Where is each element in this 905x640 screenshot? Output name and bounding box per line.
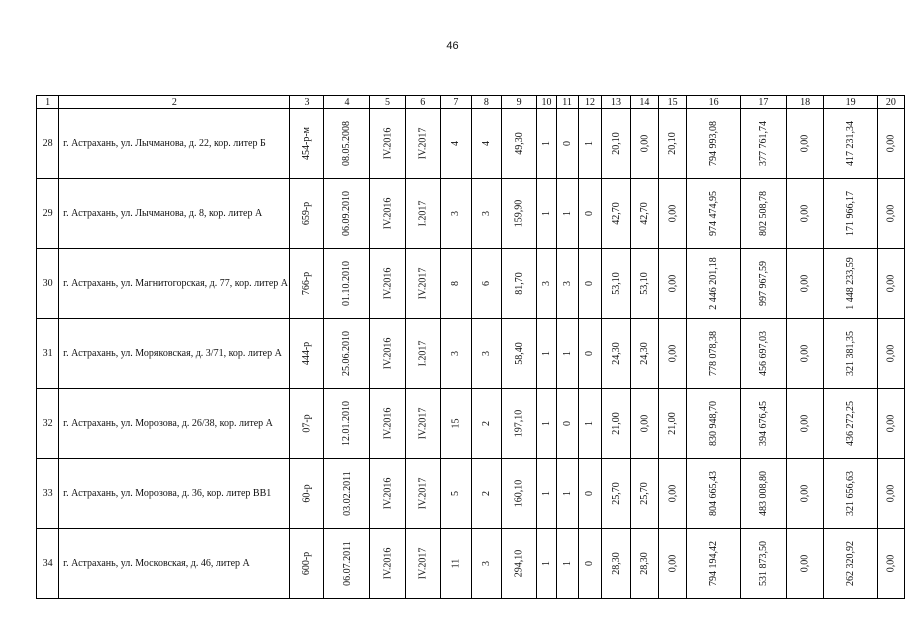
cell-text: 28,30 bbox=[638, 552, 650, 575]
table-cell bbox=[578, 459, 602, 529]
table-cell bbox=[440, 389, 471, 459]
column-header: 14 bbox=[630, 96, 658, 109]
table-cell bbox=[537, 459, 556, 529]
cell-text: 21,00 bbox=[610, 412, 622, 435]
cell-text: 42,70 bbox=[638, 202, 650, 225]
cell-text: 21,00 bbox=[667, 412, 679, 435]
table-cell bbox=[405, 389, 440, 459]
table-cell bbox=[471, 249, 501, 319]
table-cell bbox=[824, 249, 878, 319]
column-header: 1 bbox=[37, 96, 59, 109]
table-cell bbox=[602, 179, 630, 249]
cell-text: 0,00 bbox=[799, 344, 811, 363]
table-cell bbox=[740, 249, 786, 319]
cell-text: 454-р-м bbox=[301, 127, 313, 160]
table-cell bbox=[877, 109, 904, 179]
cell-text: 08.05.2008 bbox=[341, 121, 353, 166]
cell-text: 0 bbox=[561, 141, 573, 146]
table-cell bbox=[824, 459, 878, 529]
cell-text: 06.07.2011 bbox=[341, 541, 353, 586]
table-cell bbox=[324, 179, 370, 249]
table-cell: г. Астрахань, ул. Лычманова, д. 8, кор. литер А bbox=[59, 179, 290, 249]
cell-text: 01.10.2010 bbox=[341, 261, 353, 306]
table-cell bbox=[537, 319, 556, 389]
cell-text: 3 bbox=[480, 561, 492, 566]
cell-text: 2 bbox=[480, 491, 492, 496]
cell-text: 0,00 bbox=[799, 274, 811, 293]
column-header: 20 bbox=[877, 96, 904, 109]
cell-text: 25,70 bbox=[610, 482, 622, 505]
table-cell: 34 bbox=[37, 529, 59, 599]
table-cell bbox=[370, 389, 405, 459]
table-cell bbox=[740, 459, 786, 529]
cell-text: IV.2017 bbox=[417, 407, 429, 440]
cell-text: 830 948,70 bbox=[708, 401, 720, 446]
cell-text: 1 bbox=[561, 561, 573, 566]
cell-text: I.2017 bbox=[417, 340, 429, 367]
table-cell bbox=[324, 389, 370, 459]
column-header: 5 bbox=[370, 96, 405, 109]
table-cell bbox=[440, 109, 471, 179]
table-cell bbox=[556, 109, 578, 179]
cell-text: IV.2016 bbox=[382, 337, 394, 370]
table-cell bbox=[405, 179, 440, 249]
cell-text: 444-р bbox=[301, 341, 313, 366]
cell-text: 1 bbox=[540, 351, 552, 356]
table-cell: 28 bbox=[37, 109, 59, 179]
table-cell bbox=[556, 179, 578, 249]
cell-text: 1 bbox=[561, 211, 573, 216]
cell-text: 3 bbox=[540, 281, 552, 286]
cell-text: 1 448 233,59 bbox=[845, 257, 857, 310]
table-cell bbox=[658, 179, 686, 249]
cell-text: IV.2017 bbox=[417, 267, 429, 300]
cell-text: 0,00 bbox=[799, 204, 811, 223]
table-cell bbox=[658, 249, 686, 319]
cell-text: 0 bbox=[584, 491, 596, 496]
table-cell bbox=[370, 319, 405, 389]
cell-text: 4 bbox=[450, 141, 462, 146]
cell-text: 28,30 bbox=[610, 552, 622, 575]
cell-text: 60-р bbox=[301, 484, 313, 503]
cell-text: 794 993,08 bbox=[708, 121, 720, 166]
table-row bbox=[37, 529, 905, 599]
cell-text: 3 bbox=[561, 281, 573, 286]
table-cell bbox=[290, 529, 324, 599]
table-cell bbox=[658, 459, 686, 529]
table-cell bbox=[786, 459, 824, 529]
table-cell bbox=[578, 389, 602, 459]
table-cell bbox=[630, 249, 658, 319]
cell-text: IV.2016 bbox=[382, 267, 394, 300]
table-cell bbox=[405, 249, 440, 319]
table-cell bbox=[324, 109, 370, 179]
cell-text: IV.2016 bbox=[382, 407, 394, 440]
cell-text: 0 bbox=[584, 351, 596, 356]
cell-text: 1 bbox=[561, 351, 573, 356]
cell-text: 804 665,43 bbox=[708, 471, 720, 516]
table-cell bbox=[687, 529, 741, 599]
cell-text: IV.2017 bbox=[417, 547, 429, 580]
table-cell: 29 bbox=[37, 179, 59, 249]
cell-text: 1 bbox=[540, 491, 552, 496]
table-cell bbox=[537, 109, 556, 179]
table-cell: г. Астрахань, ул. Московская, д. 46, литер А bbox=[59, 529, 290, 599]
cell-text: 997 967,59 bbox=[757, 261, 769, 306]
table-cell bbox=[578, 249, 602, 319]
cell-text: 0,00 bbox=[799, 134, 811, 153]
table-cell bbox=[324, 319, 370, 389]
column-header: 19 bbox=[824, 96, 878, 109]
table-cell bbox=[786, 109, 824, 179]
cell-text: 436 272,25 bbox=[845, 401, 857, 446]
cell-text: 5 bbox=[450, 491, 462, 496]
table-cell bbox=[877, 179, 904, 249]
table-cell bbox=[687, 459, 741, 529]
cell-text: 0,00 bbox=[885, 134, 897, 153]
table-cell bbox=[501, 389, 537, 459]
table-cell bbox=[630, 389, 658, 459]
table-cell bbox=[370, 529, 405, 599]
cell-text: 3 bbox=[480, 211, 492, 216]
table-cell bbox=[556, 249, 578, 319]
table-cell bbox=[578, 319, 602, 389]
table-cell bbox=[471, 529, 501, 599]
table-cell bbox=[501, 459, 537, 529]
table-cell bbox=[370, 459, 405, 529]
table-cell bbox=[740, 179, 786, 249]
table-cell bbox=[877, 249, 904, 319]
table-cell bbox=[630, 459, 658, 529]
cell-text: 0,00 bbox=[667, 484, 679, 503]
table-cell bbox=[740, 319, 786, 389]
cell-text: 0,00 bbox=[885, 204, 897, 223]
table-cell bbox=[786, 389, 824, 459]
column-header: 8 bbox=[471, 96, 501, 109]
cell-text: 321 656,63 bbox=[845, 471, 857, 516]
table-cell bbox=[578, 529, 602, 599]
table-cell bbox=[877, 459, 904, 529]
table-cell bbox=[630, 179, 658, 249]
cell-text: 171 966,17 bbox=[845, 191, 857, 236]
cell-text: 25,70 bbox=[638, 482, 650, 505]
cell-text: 58,40 bbox=[513, 342, 525, 365]
cell-text: 778 078,38 bbox=[708, 331, 720, 376]
cell-text: I.2017 bbox=[417, 200, 429, 227]
column-header: 9 bbox=[501, 96, 537, 109]
table-cell bbox=[658, 319, 686, 389]
table-cell bbox=[824, 529, 878, 599]
cell-text: 53,10 bbox=[610, 272, 622, 295]
cell-text: 42,70 bbox=[610, 202, 622, 225]
cell-text: 3 bbox=[480, 351, 492, 356]
cell-text: IV.2017 bbox=[417, 127, 429, 160]
cell-text: 0,00 bbox=[885, 484, 897, 503]
table-cell bbox=[405, 109, 440, 179]
cell-text: 0 bbox=[561, 421, 573, 426]
table-cell bbox=[556, 319, 578, 389]
table-cell bbox=[556, 529, 578, 599]
table-row bbox=[37, 109, 905, 179]
column-header: 18 bbox=[786, 96, 824, 109]
cell-text: 3 bbox=[450, 211, 462, 216]
cell-text: 0,00 bbox=[799, 554, 811, 573]
table-cell bbox=[602, 529, 630, 599]
cell-text: 49,30 bbox=[513, 132, 525, 155]
cell-text: 262 320,92 bbox=[845, 541, 857, 586]
table-cell bbox=[471, 179, 501, 249]
table-cell bbox=[824, 109, 878, 179]
cell-text: IV.2016 bbox=[382, 477, 394, 510]
column-header: 3 bbox=[290, 96, 324, 109]
table-row bbox=[37, 459, 905, 529]
cell-text: 2 446 201,18 bbox=[708, 257, 720, 310]
table-cell: 32 bbox=[37, 389, 59, 459]
cell-text: 1 bbox=[540, 211, 552, 216]
cell-text: 1 bbox=[584, 141, 596, 146]
table-cell bbox=[658, 109, 686, 179]
table-cell bbox=[537, 249, 556, 319]
cell-text: 0,00 bbox=[667, 344, 679, 363]
table-cell bbox=[658, 529, 686, 599]
table-cell bbox=[370, 109, 405, 179]
table-cell bbox=[440, 529, 471, 599]
table-cell: г. Астрахань, ул. Магнитогорская, д. 77, кор. литер А bbox=[59, 249, 290, 319]
cell-text: 321 381,35 bbox=[845, 331, 857, 376]
cell-text: 20,10 bbox=[667, 132, 679, 155]
table-cell bbox=[877, 529, 904, 599]
cell-text: 8 bbox=[450, 281, 462, 286]
housing-table bbox=[36, 95, 905, 599]
cell-text: 1 bbox=[540, 141, 552, 146]
cell-text: 1 bbox=[540, 561, 552, 566]
table-cell bbox=[370, 249, 405, 319]
cell-text: 766-р bbox=[301, 271, 313, 296]
table-cell bbox=[824, 389, 878, 459]
cell-text: 294,10 bbox=[513, 549, 525, 578]
cell-text: 159,90 bbox=[513, 199, 525, 228]
cell-text: 53,10 bbox=[638, 272, 650, 295]
cell-text: 0 bbox=[584, 561, 596, 566]
table-cell bbox=[630, 109, 658, 179]
table-cell bbox=[786, 179, 824, 249]
cell-text: 974 474,95 bbox=[708, 191, 720, 236]
table-cell bbox=[824, 179, 878, 249]
table-cell bbox=[405, 459, 440, 529]
column-header: 17 bbox=[740, 96, 786, 109]
table-cell bbox=[578, 179, 602, 249]
cell-text: 2 bbox=[480, 421, 492, 426]
cell-text: 0,00 bbox=[885, 414, 897, 433]
cell-text: 0,00 bbox=[885, 344, 897, 363]
table-row bbox=[37, 319, 905, 389]
cell-text: 0,00 bbox=[885, 274, 897, 293]
cell-text: 11 bbox=[450, 558, 462, 569]
table-cell bbox=[501, 529, 537, 599]
cell-text: 0,00 bbox=[885, 554, 897, 573]
table-cell bbox=[687, 249, 741, 319]
cell-text: 0,00 bbox=[638, 134, 650, 153]
table-cell bbox=[405, 529, 440, 599]
table-row bbox=[37, 389, 905, 459]
cell-text: 197,10 bbox=[513, 409, 525, 438]
column-header: 16 bbox=[687, 96, 741, 109]
column-header: 15 bbox=[658, 96, 686, 109]
cell-text: 03.02.2011 bbox=[341, 471, 353, 516]
column-header: 11 bbox=[556, 96, 578, 109]
cell-text: 531 873,50 bbox=[757, 541, 769, 586]
cell-text: 0,00 bbox=[638, 414, 650, 433]
table-cell bbox=[740, 529, 786, 599]
table-row bbox=[37, 249, 905, 319]
table-cell bbox=[556, 459, 578, 529]
table-cell bbox=[501, 249, 537, 319]
cell-text: 659-р bbox=[301, 201, 313, 226]
column-header: 4 bbox=[324, 96, 370, 109]
table-row bbox=[37, 179, 905, 249]
table-cell bbox=[290, 319, 324, 389]
table-cell bbox=[324, 529, 370, 599]
table-cell bbox=[687, 319, 741, 389]
cell-text: 0,00 bbox=[667, 274, 679, 293]
page-number: 46 bbox=[446, 40, 459, 52]
column-header: 6 bbox=[405, 96, 440, 109]
table-cell bbox=[471, 459, 501, 529]
table-cell: г. Астрахань, ул. Морозова, д. 26/38, кор. литер А bbox=[59, 389, 290, 459]
table-cell bbox=[556, 389, 578, 459]
table-cell bbox=[290, 389, 324, 459]
table-cell bbox=[687, 179, 741, 249]
cell-text: IV.2016 bbox=[382, 547, 394, 580]
table-cell bbox=[537, 529, 556, 599]
table-cell bbox=[471, 319, 501, 389]
table-cell bbox=[630, 529, 658, 599]
cell-text: 6 bbox=[480, 281, 492, 286]
table-cell bbox=[602, 249, 630, 319]
table-cell bbox=[687, 109, 741, 179]
cell-text: 456 697,03 bbox=[757, 331, 769, 376]
table-cell bbox=[440, 179, 471, 249]
table-cell bbox=[786, 529, 824, 599]
table-cell bbox=[602, 389, 630, 459]
cell-text: 4 bbox=[480, 141, 492, 146]
cell-text: 1 bbox=[540, 421, 552, 426]
table-cell bbox=[786, 249, 824, 319]
column-header: 7 bbox=[440, 96, 471, 109]
cell-text: 81,70 bbox=[513, 272, 525, 295]
cell-text: 24,30 bbox=[638, 342, 650, 365]
cell-text: 160,10 bbox=[513, 479, 525, 508]
cell-text: IV.2017 bbox=[417, 477, 429, 510]
table-cell bbox=[877, 389, 904, 459]
table-cell bbox=[471, 109, 501, 179]
table-cell bbox=[405, 319, 440, 389]
table-cell bbox=[290, 109, 324, 179]
table-cell: г. Астрахань, ул. Лычманова, д. 22, кор. литер Б bbox=[59, 109, 290, 179]
table-cell bbox=[786, 319, 824, 389]
table-cell bbox=[440, 319, 471, 389]
table-cell: 31 bbox=[37, 319, 59, 389]
table-cell bbox=[290, 249, 324, 319]
cell-text: 600-р bbox=[301, 551, 313, 576]
column-header: 12 bbox=[578, 96, 602, 109]
cell-text: 25.06.2010 bbox=[341, 331, 353, 376]
column-header: 2 bbox=[59, 96, 290, 109]
cell-text: 0,00 bbox=[799, 414, 811, 433]
table-cell bbox=[630, 319, 658, 389]
cell-text: IV.2016 bbox=[382, 197, 394, 230]
cell-text: 0,00 bbox=[667, 554, 679, 573]
cell-text: 0,00 bbox=[667, 204, 679, 223]
cell-text: 394 676,45 bbox=[757, 401, 769, 446]
table-cell bbox=[290, 459, 324, 529]
table-cell bbox=[501, 179, 537, 249]
table-cell: 30 bbox=[37, 249, 59, 319]
table-cell: г. Астрахань, ул. Моряковская, д. 3/71, кор. литер А bbox=[59, 319, 290, 389]
table-cell: 33 bbox=[37, 459, 59, 529]
table-cell: г. Астрахань, ул. Морозова, д. 36, кор. литер ВВ1 bbox=[59, 459, 290, 529]
table-cell bbox=[824, 319, 878, 389]
table-cell bbox=[602, 109, 630, 179]
cell-text: 06.09.2010 bbox=[341, 191, 353, 236]
cell-text: 0 bbox=[584, 281, 596, 286]
table-cell bbox=[602, 459, 630, 529]
cell-text: 12.01.2010 bbox=[341, 401, 353, 446]
table-cell bbox=[658, 389, 686, 459]
cell-text: 07-р bbox=[301, 414, 313, 433]
cell-text: 0,00 bbox=[799, 484, 811, 503]
cell-text: 24,30 bbox=[610, 342, 622, 365]
table-cell bbox=[602, 319, 630, 389]
cell-text: 802 508,78 bbox=[757, 191, 769, 236]
cell-text: 20,10 bbox=[610, 132, 622, 155]
cell-text: IV.2016 bbox=[382, 127, 394, 160]
header-row bbox=[37, 96, 905, 109]
table-cell bbox=[324, 249, 370, 319]
cell-text: 483 008,80 bbox=[757, 471, 769, 516]
table-cell bbox=[537, 179, 556, 249]
cell-text: 417 231,34 bbox=[845, 121, 857, 166]
table-cell bbox=[471, 389, 501, 459]
cell-text: 1 bbox=[584, 421, 596, 426]
column-header: 13 bbox=[602, 96, 630, 109]
table-cell bbox=[501, 109, 537, 179]
cell-text: 794 194,42 bbox=[708, 541, 720, 586]
table-cell bbox=[740, 109, 786, 179]
table-cell bbox=[877, 319, 904, 389]
table-cell bbox=[578, 109, 602, 179]
cell-text: 15 bbox=[450, 418, 462, 429]
cell-text: 3 bbox=[450, 351, 462, 356]
table-cell bbox=[290, 179, 324, 249]
table-cell bbox=[440, 459, 471, 529]
table-cell bbox=[370, 179, 405, 249]
table-cell bbox=[740, 389, 786, 459]
cell-text: 0 bbox=[584, 211, 596, 216]
table-cell bbox=[537, 389, 556, 459]
cell-text: 1 bbox=[561, 491, 573, 496]
cell-text: 377 761,74 bbox=[757, 121, 769, 166]
table-cell bbox=[501, 319, 537, 389]
table-cell bbox=[687, 389, 741, 459]
table-cell bbox=[440, 249, 471, 319]
table-cell bbox=[324, 459, 370, 529]
column-header: 10 bbox=[537, 96, 556, 109]
